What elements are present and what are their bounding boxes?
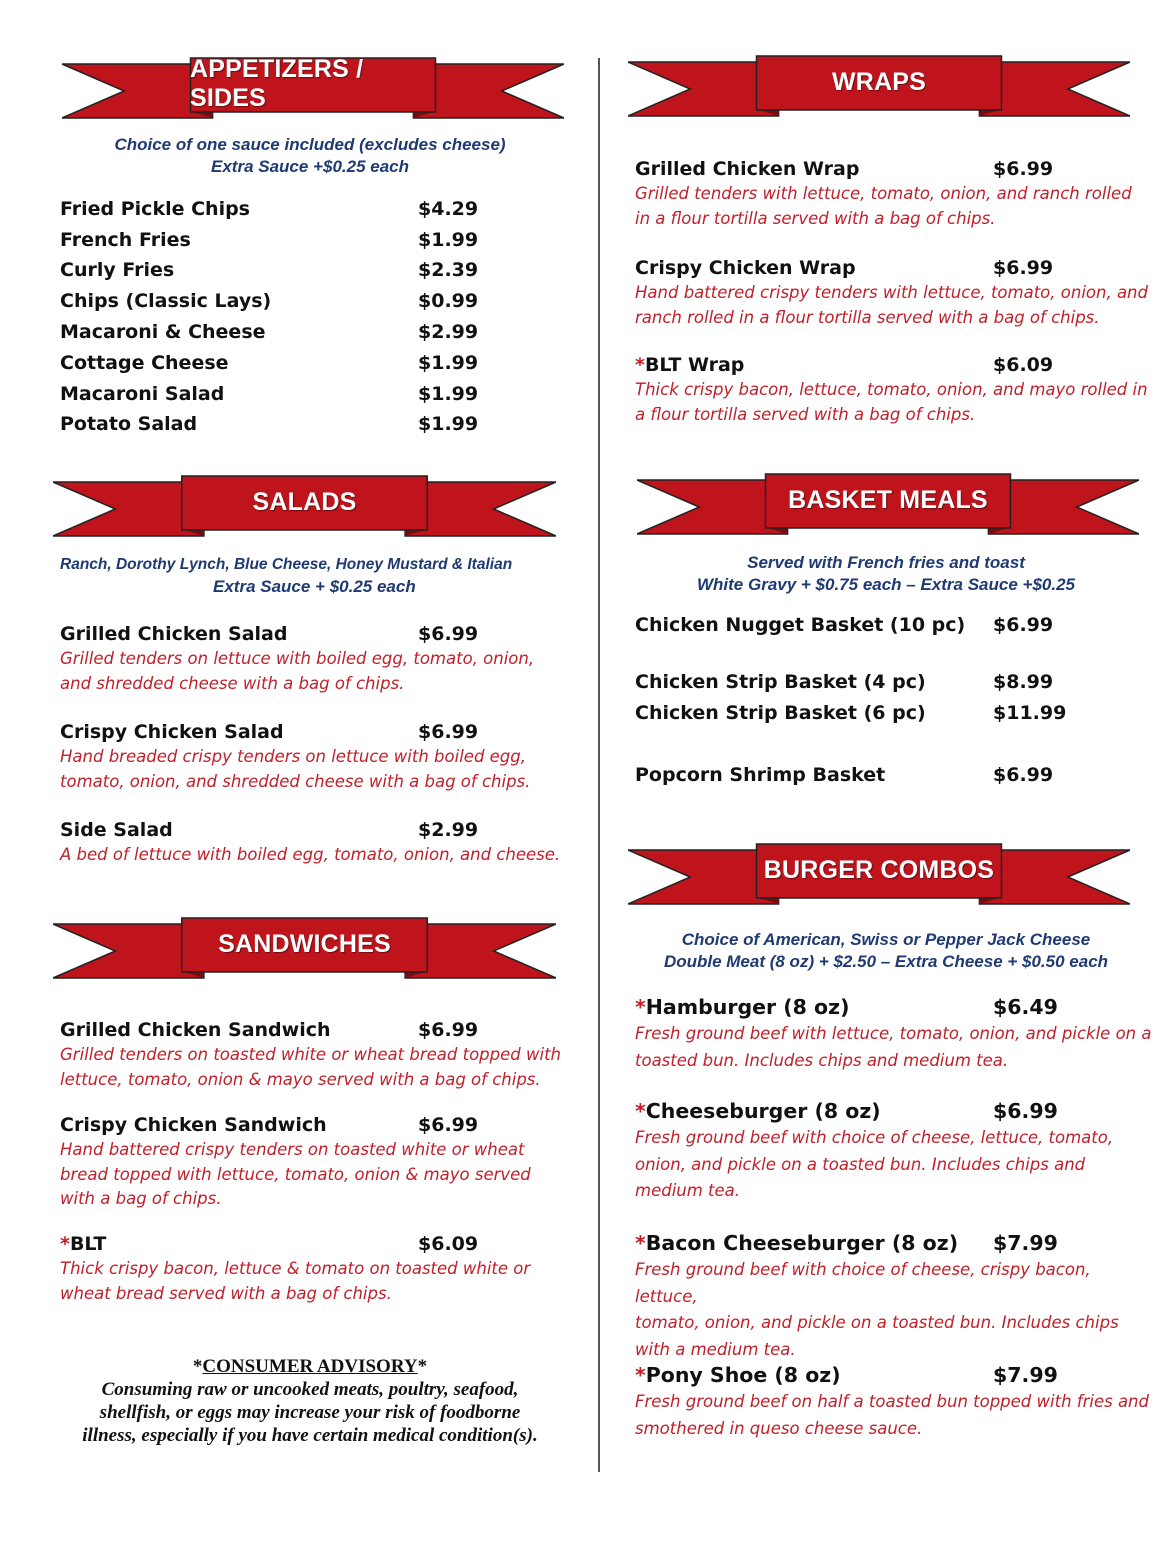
item-name: Pony Shoe (8 oz) — [645, 1363, 841, 1387]
menu-item — [60, 383, 479, 405]
item-price: $6.99 — [993, 257, 1054, 279]
item-name: Curly Fries — [60, 259, 175, 281]
item-price: $1.99 — [418, 413, 479, 435]
item-price: $7.99 — [993, 1363, 1058, 1387]
item-heading — [635, 1363, 1155, 1387]
item-price: $11.99 — [993, 702, 1067, 724]
star-marker: * — [635, 354, 645, 376]
item-price: $2.99 — [418, 819, 479, 841]
item-price: $1.99 — [418, 383, 479, 405]
menu-item — [60, 819, 580, 868]
item-description — [635, 378, 1155, 427]
description-line: Thick crispy bacon, lettuce, tomato, onion, and mayo rolled in — [635, 380, 1148, 399]
item-name: Side Salad — [60, 819, 173, 841]
item-heading — [635, 354, 1155, 376]
item-heading — [635, 158, 1155, 180]
menu-item — [60, 290, 479, 312]
description-line: ranch rolled in a flour tortilla served with a bag of chips. — [635, 307, 1100, 327]
description-line: toasted bun. Includes chips and medium tea. — [635, 1050, 1009, 1070]
salads-note-line1: Ranch, Dorothy Lynch, Blue Cheese, Honey Mustard & Italian — [60, 556, 513, 573]
menu-item — [60, 413, 479, 435]
section-title-sandwiches: SANDWICHES — [218, 929, 391, 958]
menu-item — [635, 1231, 1155, 1363]
section-title-burgers: BURGER COMBOS — [763, 855, 995, 884]
item-name: Crispy Chicken Wrap — [635, 257, 856, 279]
description-line: Fresh ground beef with choice of cheese, lettuce, tomato, — [635, 1128, 1114, 1147]
description-line: and shredded cheese with a bag of chips. — [60, 673, 405, 693]
star-marker: * — [60, 1233, 70, 1255]
item-name: Macaroni Salad — [60, 383, 225, 405]
item-name: Cheeseburger (8 oz) — [645, 1099, 881, 1123]
item-price: $6.99 — [418, 1019, 479, 1041]
description-line: Fresh ground beef on half a toasted bun topped with fries and — [635, 1392, 1149, 1411]
item-price: $2.99 — [418, 321, 479, 343]
item-description — [635, 1021, 1155, 1074]
item-heading — [60, 1233, 580, 1255]
advisory-line: Consuming raw or uncooked meats, poultry, seafood, — [101, 1379, 519, 1400]
item-heading — [60, 1019, 580, 1041]
description-line: Hand battered crispy tenders with lettuce, tomato, onion, and — [635, 283, 1148, 302]
item-description — [635, 1125, 1155, 1205]
banner-sandwiches — [53, 916, 556, 986]
item-name: Chicken Strip Basket (4 pc) — [635, 671, 926, 693]
item-heading — [635, 995, 1155, 1019]
banner-wraps — [628, 54, 1130, 124]
star-marker: * — [635, 1231, 646, 1255]
item-price: $2.39 — [418, 259, 479, 281]
advisory-heading — [60, 1356, 560, 1378]
item-description — [60, 1138, 580, 1212]
banner-appetizers — [62, 56, 564, 126]
menu-item — [60, 623, 580, 696]
item-price: $6.99 — [993, 614, 1054, 636]
salads-note-line2: Extra Sauce + $0.25 each — [213, 577, 416, 596]
item-price: $8.99 — [993, 671, 1054, 693]
item-name: Cottage Cheese — [60, 352, 229, 374]
item-name: Chips (Classic Lays) — [60, 290, 272, 312]
item-name: Fried Pickle Chips — [60, 198, 250, 220]
menu-item — [60, 259, 479, 281]
item-price: $4.29 — [418, 198, 479, 220]
menu-item — [635, 764, 1054, 786]
description-line: tomato, onion, and pickle on a toasted bun. Includes chips — [635, 1313, 1119, 1332]
section-title-wraps: WRAPS — [831, 67, 927, 96]
item-name: Chicken Nugget Basket (10 pc) — [635, 614, 966, 636]
item-description — [635, 281, 1155, 330]
salads-note — [60, 554, 560, 598]
description-line: Grilled tenders on lettuce with boiled egg, tomato, onion, — [60, 649, 535, 668]
item-price: $6.99 — [418, 721, 479, 743]
menu-item — [635, 614, 1054, 636]
burgers-note-line2: Double Meat (8 oz) + $2.50 – Extra Cheese + $0.50 each — [663, 952, 1109, 971]
menu-item — [635, 702, 1067, 724]
menu-item — [60, 321, 479, 343]
item-price: $6.99 — [418, 1114, 479, 1136]
appetizers-note-line1: Choice of one sauce included (excludes cheese) — [114, 135, 506, 154]
item-price: $7.99 — [993, 1231, 1058, 1255]
item-name: Grilled Chicken Sandwich — [60, 1019, 331, 1041]
item-heading — [635, 1099, 1155, 1123]
item-name: Macaroni & Cheese — [60, 321, 266, 343]
description-line: medium tea. — [635, 1181, 741, 1200]
item-heading — [60, 721, 580, 743]
item-name: Potato Salad — [60, 413, 198, 435]
description-line: a flour tortilla served with a bag of chips. — [635, 404, 976, 424]
item-name: BLT — [69, 1233, 107, 1255]
item-price: $1.99 — [418, 229, 479, 251]
baskets-note — [620, 552, 1152, 596]
item-price: $6.09 — [993, 354, 1054, 376]
description-line: with a bag of chips. — [60, 1189, 222, 1208]
appetizers-note-line2: Extra Sauce +$0.25 each — [211, 157, 409, 176]
advisory-star-right: * — [417, 1356, 428, 1377]
menu-item — [635, 158, 1155, 231]
item-price: $6.99 — [993, 764, 1054, 786]
section-title-baskets: BASKET MEALS — [788, 485, 988, 514]
advisory-line: illness, especially if you have certain medical condition(s). — [82, 1425, 538, 1446]
item-name: French Fries — [60, 229, 191, 251]
item-heading — [60, 819, 580, 841]
banner-baskets — [637, 472, 1139, 542]
description-line: Fresh ground beef with choice of cheese, crispy bacon, lettuce, — [635, 1260, 1091, 1306]
menu-item — [60, 352, 479, 374]
description-line: Thick crispy bacon, lettuce & tomato on toasted white or — [60, 1259, 531, 1278]
star-marker: * — [635, 995, 646, 1019]
appetizers-note — [60, 134, 560, 178]
item-price: $6.99 — [993, 1099, 1058, 1123]
item-description — [60, 843, 580, 868]
column-divider — [598, 58, 600, 1472]
banner-burgers — [628, 842, 1130, 912]
description-line: Grilled tenders with lettuce, tomato, onion, and ranch rolled — [635, 184, 1132, 203]
item-name: Hamburger (8 oz) — [645, 995, 850, 1019]
description-line: Grilled tenders on toasted white or wheat bread topped with — [60, 1045, 562, 1064]
consumer-advisory — [60, 1356, 560, 1447]
menu-item — [60, 1019, 580, 1092]
advisory-title: CONSUMER ADVISORY — [202, 1356, 418, 1377]
item-name: Bacon Cheeseburger (8 oz) — [645, 1231, 959, 1255]
item-name: BLT Wrap — [644, 354, 745, 376]
item-name: Popcorn Shrimp Basket — [635, 764, 886, 786]
item-description — [60, 1043, 580, 1092]
item-description — [60, 647, 580, 696]
menu-item — [60, 721, 580, 794]
item-description — [60, 1257, 580, 1306]
description-line: in a flour tortilla served with a bag of chips. — [635, 208, 996, 228]
item-description — [635, 1257, 1155, 1363]
item-heading — [60, 1114, 580, 1136]
item-heading — [60, 623, 580, 645]
menu-item — [635, 1099, 1155, 1205]
item-name: Crispy Chicken Sandwich — [60, 1114, 327, 1136]
section-title-appetizers: APPETIZERS / SIDES — [190, 55, 364, 112]
menu-item — [60, 198, 479, 220]
baskets-note-line1: Served with French fries and toast — [747, 553, 1025, 572]
item-price: $6.49 — [993, 995, 1058, 1019]
burgers-note-line1: Choice of American, Swiss or Pepper Jack Cheese — [681, 930, 1091, 949]
advisory-star-left: * — [192, 1356, 203, 1377]
description-line: lettuce, tomato, onion & mayo served with a bag of chips. — [60, 1069, 541, 1089]
menu-item — [60, 229, 479, 251]
menu-item — [635, 1363, 1155, 1442]
item-price: $0.99 — [418, 290, 479, 312]
item-name: Crispy Chicken Salad — [60, 721, 284, 743]
menu-item — [635, 354, 1155, 427]
menu-item — [635, 671, 1054, 693]
banner-salads — [53, 474, 556, 544]
description-line: tomato, onion, and shredded cheese with a bag of chips. — [60, 771, 531, 791]
item-name: Grilled Chicken Wrap — [635, 158, 860, 180]
advisory-line: shellfish, or eggs may increase your risk of foodborne — [99, 1402, 521, 1423]
description-line: Fresh ground beef with lettuce, tomato, onion, and pickle on a — [635, 1024, 1152, 1043]
item-name: Chicken Strip Basket (6 pc) — [635, 702, 926, 724]
baskets-note-line2: White Gravy + $0.75 each – Extra Sauce +$0.25 — [696, 575, 1075, 594]
item-description — [635, 1389, 1155, 1442]
item-name: Grilled Chicken Salad — [60, 623, 288, 645]
star-marker: * — [635, 1363, 646, 1387]
description-line: wheat bread served with a bag of chips. — [60, 1283, 392, 1303]
star-marker: * — [635, 1099, 646, 1123]
item-heading — [635, 1231, 1155, 1255]
description-line: Hand battered crispy tenders on toasted white or wheat — [60, 1140, 525, 1159]
description-line: A bed of lettuce with boiled egg, tomato, onion, and cheese. — [60, 845, 561, 864]
item-price: $6.99 — [993, 158, 1054, 180]
menu-item — [635, 995, 1155, 1074]
menu-item — [60, 1233, 580, 1306]
item-price: $6.09 — [418, 1233, 479, 1255]
section-title-salads: SALADS — [252, 487, 357, 516]
menu-item — [635, 257, 1155, 330]
description-line: bread topped with lettuce, tomato, onion & mayo served — [60, 1164, 531, 1184]
description-line: with a medium tea. — [635, 1339, 796, 1359]
item-price: $6.99 — [418, 623, 479, 645]
burgers-note — [620, 929, 1152, 973]
menu-item — [60, 1114, 580, 1212]
description-line: smothered in queso cheese sauce. — [635, 1418, 923, 1438]
item-description — [60, 745, 580, 794]
item-heading — [635, 257, 1155, 279]
description-line: Hand breaded crispy tenders on lettuce with boiled egg, — [60, 747, 527, 766]
item-description — [635, 182, 1155, 231]
description-line: onion, and pickle on a toasted bun. Includes chips and — [635, 1154, 1086, 1174]
advisory-body — [60, 1378, 560, 1447]
item-price: $1.99 — [418, 352, 479, 374]
